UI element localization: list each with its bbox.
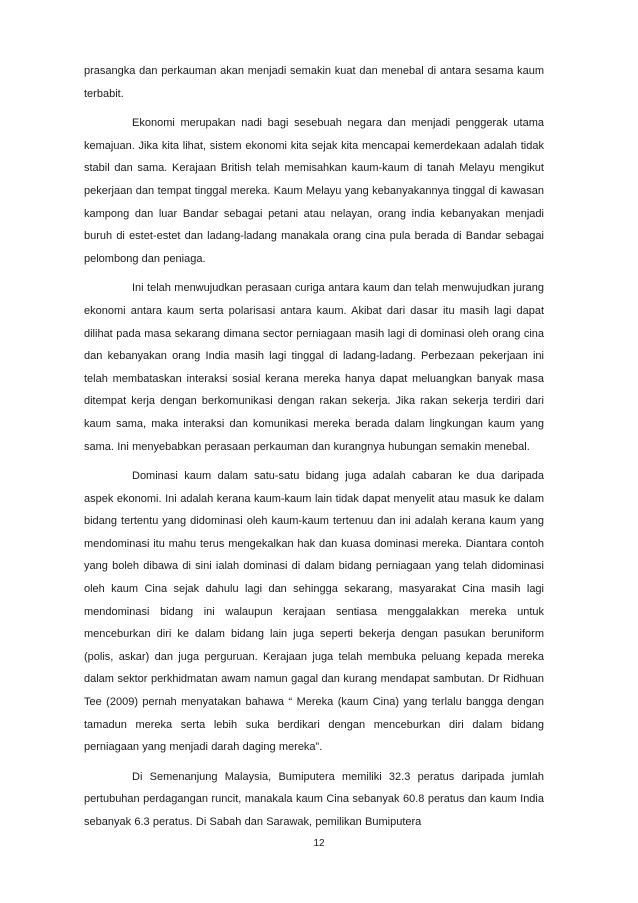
page-number: 12 [313, 838, 325, 849]
paragraph-economy: Ekonomi merupakan nadi bagi sesebuah negara dan menjadi penggerak utama kemajuan. Jika kita lihat, sistem ekonomi kita sejak kita mencapai kemerdekaan adalah tidak stabil dan sama. Kerajaan British telah memisahkan kaum-kaum di tanah Melayu mengikut pekerjaan dan tempat tinggal mereka. Kaum Melayu yang kebanyakannya tinggal di kawasan kampong dan luar Bandar sebagai petani atau nelayan, orang india kebanyakan menjadi buruh di estet-estet dan ladang-ladang manakala orang cina pula berada di Bandar sebagai pelombong dan peniaga. [84, 117, 544, 265]
paragraph-suspicion: Ini telah menwujudkan perasaan curiga antara kaum dan telah menwujudkan jurang ekonomi antara kaum serta polarisasi antara kaum. Akibat dari dasar itu masih lagi dapat dilihat pada masa sekarang dimana sector perniagaan masih lagi di dominasi oleh orang cina dan kebanyakan orang India masih lagi tinggal di ladang-ladang. Perbezaan pekerjaan ini telah membataskan interaksi sosial kerana mereka hanya dapat meluangkan banyak masa ditempat kerja dengan berkomunikasi dengan rakan sekerja. Jika rakan sekerja terdiri dari kaum sama, maka interaksi dan komunikasi mereka berada dalam lingkungan kaum yang sama. Ini menyebabkan perasaan perkauman dan kurangnya hubungan semakin menebal. [84, 282, 544, 453]
paragraph-statistics: Di Semenanjung Malaysia, Bumiputera memiliki 32.3 peratus daripada jumlah pertubuhan perdagangan runcit, manakala kaum Cina sebanyak 60.8 peratus dan kaum India sebanyak 6.3 peratus. Di Sabah dan Sarawak, pemilikan Bumiputera [84, 770, 544, 828]
paragraph-dominance: Dominasi kaum dalam satu-satu bidang juga adalah cabaran ke dua daripada aspek ekonomi. Ini adalah kerana kaum-kaum lain tidak dapat menyelit atau masuk ke dalam bidang tertentu yang didominasi oleh kaum-kaum tertenuu dan ini adalah kerana kaum yang mendominasi itu mahu terus mengekalkan hak dan kuasa dominasi mereka. Diantara contoh yang boleh dibawa di sini ialah dominasi di dalam bidang perniagaan yang telah didominasi oleh kaum Cina sejak dahulu lagi dan sehingga sekarang, masyarakat Cina masih lagi mendominasi bidang ini walaupun kerajaan sentiasa menggalakkan mereka untuk menceburkan diri ke dalam bidang lain juga seperti bekerja dengan pasukan beruniform (polis, askar) dan juga perguruan. Kerajaan juga telah membuka peluang kepada mereka dalam sektor perkhidmatan awam namun gagal dan kurang mendapat sambutan. Dr Ridhuan Tee (2009) pernah menyatakan bahawa “ Mereka (kaum Cina) yang terlalu bangga dengan tamadun mereka serta lebih suka berdikari dengan menceburkan diri dalam bidang perniagaan yang menjadi darah daging mereka”. [84, 470, 544, 754]
document-page [84, 60, 544, 841]
paragraph-continuation: prasangka dan perkauman akan menjadi semakin kuat dan menebal di antara sesama kaum terbabit. [84, 65, 544, 100]
